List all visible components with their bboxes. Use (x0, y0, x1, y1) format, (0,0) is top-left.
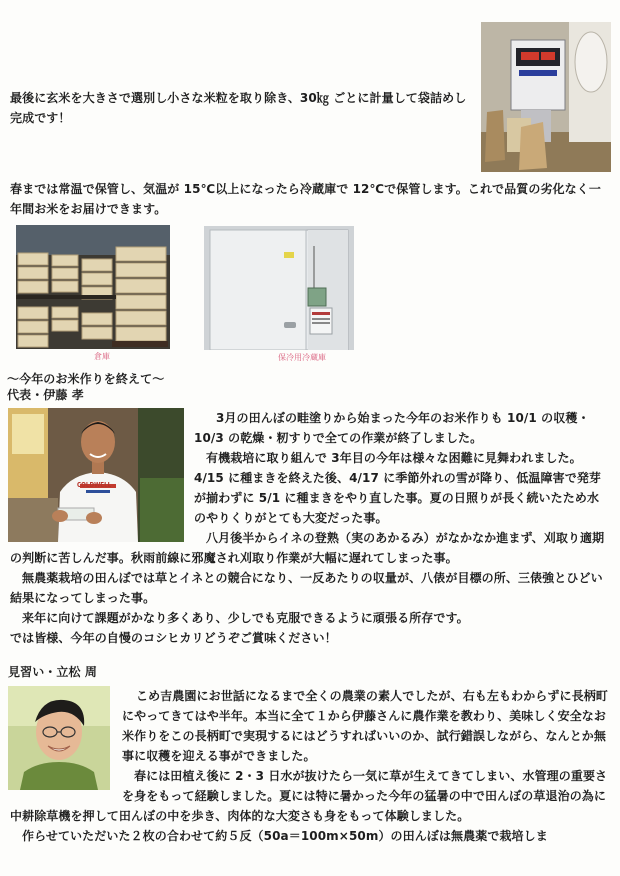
warehouse-photo (16, 225, 170, 349)
shirt-logo: COLDWELL (77, 481, 112, 489)
section3-author: 代表・伊藤 孝 (7, 388, 84, 402)
section3-float-spacer (10, 408, 194, 548)
section4-body (10, 686, 608, 846)
section4-paragraph: 春には田植え後に 2・3 日水が抜けたら一気に草が生えてきてしまい、水管理の重要さを身をもって経験しました。夏には特に暑かった今年の猛暑の中で田んぼの草退治の為に中耕除草機を押して田んぼの中を歩き、肉体的な大変さも身をもって体験しました。 (10, 769, 608, 823)
section2-text: 春までは常温で保管し、気温が 15℃以上になったら冷蔵庫で 12℃で保管します。これで品質の劣化なく一年間お米をお届けできます。 (10, 182, 601, 216)
section3-paragraph: 有機栽培に取り組んで 3年目の今年は様々な困難に見舞われました。4/15 に種まきを終えた後、4/17 に季節外れの雪が降り、低温障害で発芽が揃わずに 5/1 に種まきをやり直した事。夏の日照りが長く続いたため水のやりくりがとても大変だった事。 (194, 451, 602, 525)
section3-paragraph: では皆様、今年の自慢のコシヒカリどうぞご賞味ください！ (10, 631, 337, 645)
section3-paragraph: 3月の田んぼの畦塗りから始まった今年のお米作りも 10/1 の収穫・10/3 の乾燥・籾すりで全ての作業が終了しました。 (194, 411, 590, 445)
section3-heading: ～今年のお米作りを終えて～ (7, 372, 165, 386)
section4-paragraph: 作らせていただいた２枚の合わせて約５反（50a＝100m×50m）の田んぼは無農薬で栽培しま (22, 829, 548, 843)
section1-text: 最後に玄米を大きさで選別し小さな米粒を取り除き、30㎏ ごとに計量して袋詰めし完成です！ (10, 91, 467, 125)
section3-paragraph: 八月後半からイネの登熟（実のあかるみ）がなかなか進まず、刈取り適期の判断に苦しんだ事。秋雨前線に邪魔され刈取り作業が大幅に遅れてしまった事。 (10, 531, 605, 565)
section4-float-spacer (10, 686, 122, 790)
section4-author: 見習い・立松 周 (8, 665, 97, 679)
section3-paragraph: 来年に向けて課題がかなり多くあり、少しでも克服できるように頑張る所存です。 (22, 611, 469, 625)
section4-paragraph: こめ吉農園にお世話になるまで全くの農業の素人でしたが、右も左もわからずに長柄町にやってきてはや半年。本当に全て１から伊藤さんに農作業を教わり、美味しく安全なお米作りをこの長柄町で実現するにはどうすればいいのか、試行錯誤しながら、なんとか無事に収穫を迎える事ができました。 (122, 689, 608, 763)
sorting-machine-photo (481, 22, 611, 172)
cold-storage-photo (204, 226, 354, 350)
warehouse-caption: 倉庫 (94, 352, 110, 361)
section3-body (10, 408, 606, 648)
section3-paragraph: 無農薬栽培の田んぼでは草とイネとの競合になり、一反あたりの収量が、八俵が目標の所、三俵強とひどい結果になってしまった事。 (10, 571, 603, 605)
cold-storage-caption: 保冷用冷蔵庫 (278, 353, 326, 362)
